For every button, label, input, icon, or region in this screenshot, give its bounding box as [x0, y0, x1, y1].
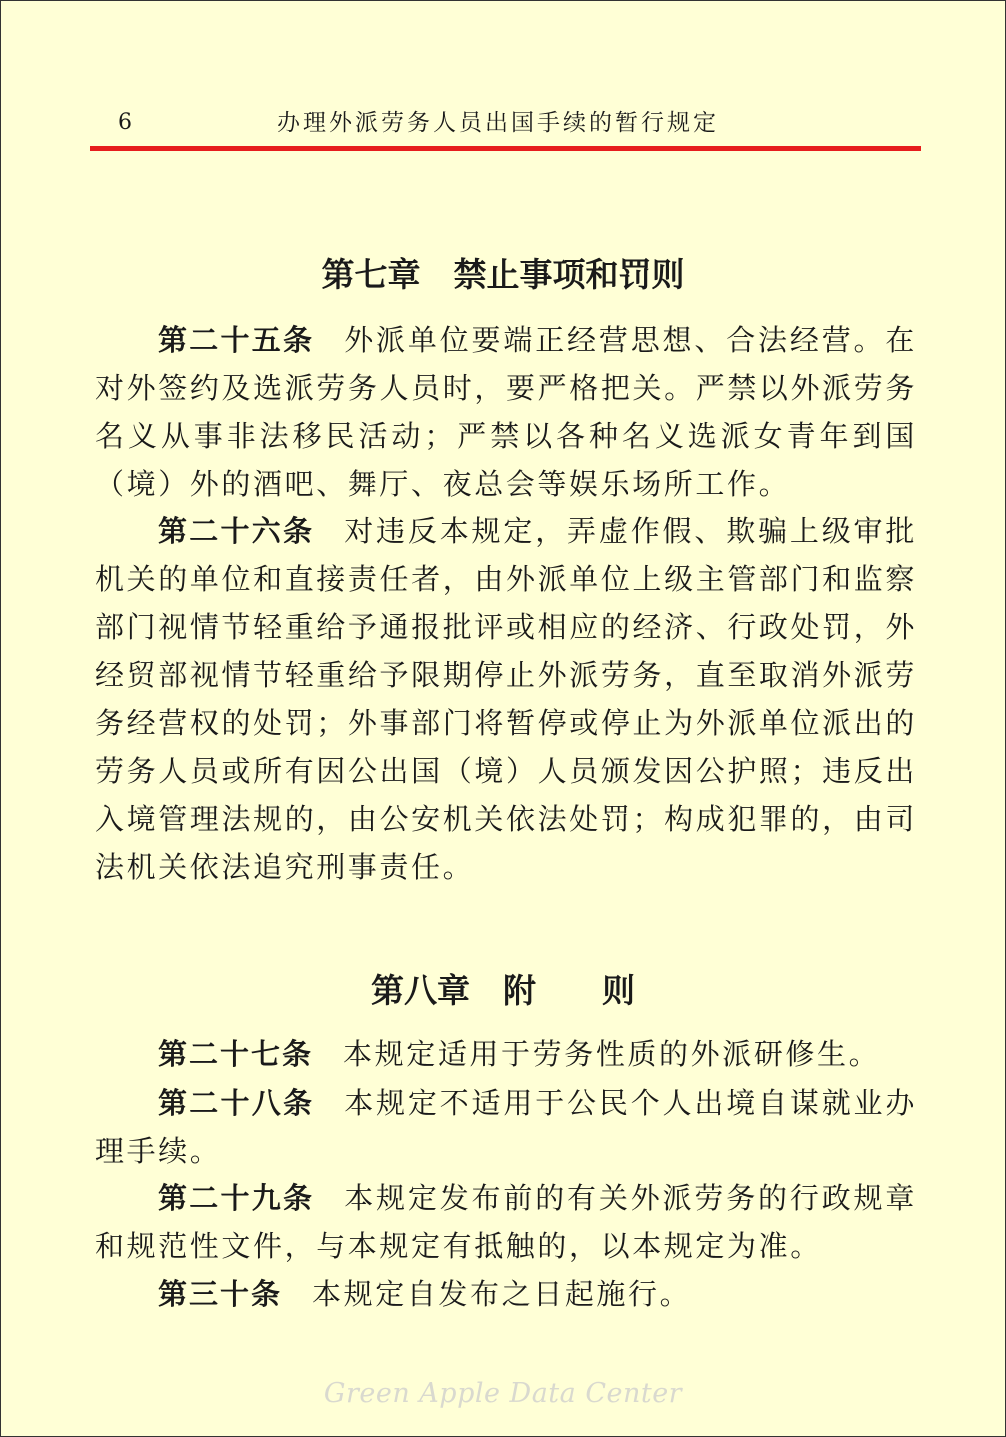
article-label: 第二十八条 [158, 1086, 315, 1120]
article-text: 本规定适用于劳务性质的外派研修生。 [343, 1037, 881, 1071]
article-label: 第二十九条 [158, 1181, 315, 1215]
article-text: 本规定发布前的有关外派劳务的行政规章和规范性文件，与本规定有抵触的，以本规定为准。 [95, 1181, 917, 1263]
article-26 [95, 507, 917, 891]
chapter-7-heading: 第七章 禁止事项和罚则 [321, 255, 685, 295]
watermark: Green Apple Data Center [323, 1378, 683, 1409]
article-text: 本规定自发布之日起施行。 [312, 1277, 692, 1311]
chapter-8-heading: 第八章 附 则 [371, 971, 635, 1011]
article-30 [95, 1270, 917, 1318]
article-29 [95, 1174, 917, 1270]
article-text: 外派单位要端正经营思想、合法经营。在对外签约及选派劳务人员时，要严格把关。严禁以外派劳务名义从事非法移民活动；严禁以各种名义选派女青年到国（境）外的酒吧、舞厅、夜总会等娱乐场所工作。 [95, 323, 917, 501]
article-28 [95, 1079, 917, 1175]
article-label: 第二十七条 [158, 1037, 314, 1071]
article-text: 对违反本规定，弄虚作假、欺骗上级审批机关的单位和直接责任者，由外派单位上级主管部门和监察部门视情节轻重给予通报批评或相应的经济、行政处罚，外经贸部视情节轻重给予限期停止外派劳务，直至取消外派劳务经营权的处罚；外事部门将暂停或停止为外派单位派出的劳务人员或所有因公出国（境）人员颁发因公护照；违反出入境管理法规的，由公安机关依法处罚；构成犯罪的，由司法机关依法追究刑事责任。 [95, 514, 917, 884]
article-27 [95, 1030, 917, 1078]
article-label: 第二十六条 [158, 514, 315, 548]
article-label: 第三十条 [158, 1277, 283, 1311]
article-25 [95, 316, 917, 508]
header-rule [90, 146, 921, 151]
page-header [92, 100, 920, 140]
running-title: 办理外派劳务人员出国手续的暂行规定 [277, 110, 719, 136]
article-label: 第二十五条 [158, 323, 315, 357]
article-text: 本规定不适用于公民个人出境自谋就业办理手续。 [95, 1086, 917, 1168]
page-number: 6 [118, 110, 132, 135]
